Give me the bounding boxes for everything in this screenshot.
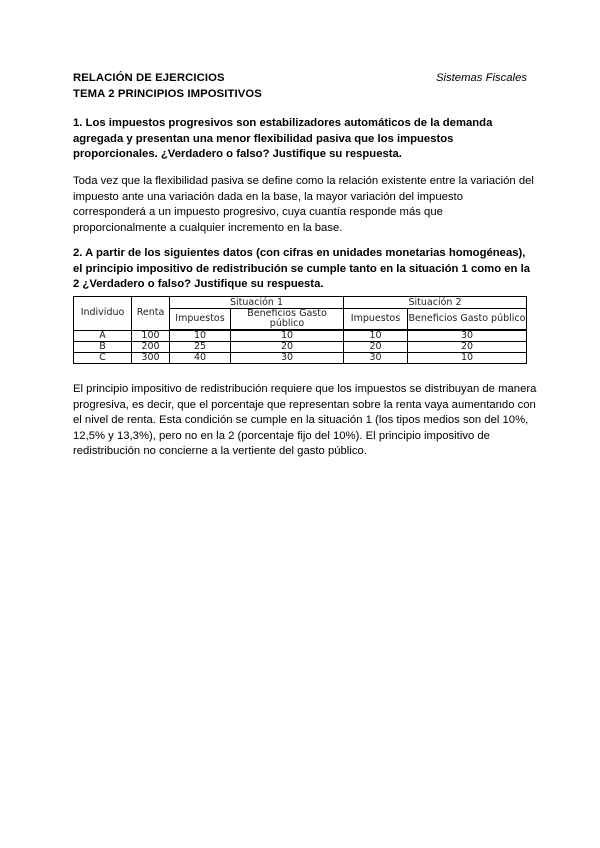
cell-individuo: B xyxy=(74,342,132,353)
cell-beneficios-1: 10 xyxy=(231,330,344,342)
answer-2-line: 12,5% y 13,3%), pero no en la 2 (porcentaje fijo del 10%). El principio impositivo de xyxy=(73,429,490,442)
document-topic: TEMA 2 PRINCIPIOS IMPOSITIVOS xyxy=(73,87,262,100)
document-title: RELACIÓN DE EJERCICIOS xyxy=(73,72,225,84)
header-situacion-2: Situación 2 xyxy=(344,297,527,309)
table-row xyxy=(74,353,527,364)
header-beneficios-1: Beneficios Gasto público xyxy=(231,309,344,331)
subject-name: Sistemas Fiscales xyxy=(435,72,527,84)
answer-1-line: impuesto ante una variación dada en la base, la mayor variación del impuesto xyxy=(73,190,463,203)
question-1 xyxy=(73,116,529,163)
data-table xyxy=(73,296,527,364)
answer-2-line: redistribución no concierne a la vertiente del gasto público. xyxy=(73,445,367,457)
header-individuo: Individuo xyxy=(74,297,132,331)
cell-beneficios-2: 10 xyxy=(408,353,527,364)
answer-2-line: el nivel de renta. Esta condición se cumple en la situación 1 (los tipos medios son del 10%, xyxy=(73,414,529,426)
answer-1 xyxy=(73,174,534,236)
cell-individuo: A xyxy=(74,330,132,342)
answer-2-line: progresiva, es decir, que el porcentaje que representan sobre la renta vaya aumentando con xyxy=(73,398,536,411)
question-1-line: 1. Los impuestos progresivos son estabilizadores automáticos de la demanda xyxy=(73,117,493,129)
cell-impuestos-2: 30 xyxy=(344,353,408,364)
cell-renta: 100 xyxy=(132,330,170,342)
question-2-line: el principio impositivo de redistribución se cumple tanto en la situación 1 como en la xyxy=(73,262,530,275)
cell-beneficios-2: 30 xyxy=(408,330,527,342)
table-row xyxy=(74,342,527,353)
answer-2 xyxy=(73,382,537,460)
document-header xyxy=(73,71,527,102)
question-2 xyxy=(73,246,529,293)
cell-impuestos-1: 25 xyxy=(170,342,231,353)
cell-beneficios-2: 20 xyxy=(408,342,527,353)
table-row xyxy=(74,330,527,342)
cell-impuestos-2: 10 xyxy=(344,330,408,342)
answer-1-line: corresponderá a un impuesto progresivo, cuya cuantía responde más que xyxy=(73,206,443,218)
header-impuestos-2: Impuestos xyxy=(344,309,408,331)
cell-beneficios-1: 20 xyxy=(231,342,344,353)
answer-1-line: proporcionalmente a cualquier incremento en la base. xyxy=(73,221,343,234)
question-2-line: 2. A partir de los siguientes datos (con cifras en unidades monetarias homogéneas), xyxy=(73,247,526,259)
cell-individuo: C xyxy=(74,353,132,364)
question-2-line: 2 ¿Verdadero o falso? Justifique su respuesta. xyxy=(73,278,324,290)
cell-beneficios-1: 30 xyxy=(231,353,344,364)
question-1-line: agregada y presentan una menor flexibilidad pasiva que los impuestos xyxy=(73,132,454,145)
cell-impuestos-1: 40 xyxy=(170,353,231,364)
cell-renta: 300 xyxy=(132,353,170,364)
cell-renta: 200 xyxy=(132,342,170,353)
header-situacion-1: Situación 1 xyxy=(170,297,344,309)
question-1-line: proporcionales. ¿Verdadero o falso? Justifique su respuesta. xyxy=(73,148,402,160)
header-renta: Renta xyxy=(132,297,170,331)
answer-1-line: Toda vez que la flexibilidad pasiva se define como la relación existente entre la variación del xyxy=(73,175,534,187)
answer-2-line: El principio impositivo de redistribución requiere que los impuestos se distribuyan de manera xyxy=(73,383,537,395)
header-beneficios-2: Beneficios Gasto público xyxy=(408,309,527,331)
cell-impuestos-2: 20 xyxy=(344,342,408,353)
cell-impuestos-1: 10 xyxy=(170,330,231,342)
header-impuestos-1: Impuestos xyxy=(170,309,231,331)
